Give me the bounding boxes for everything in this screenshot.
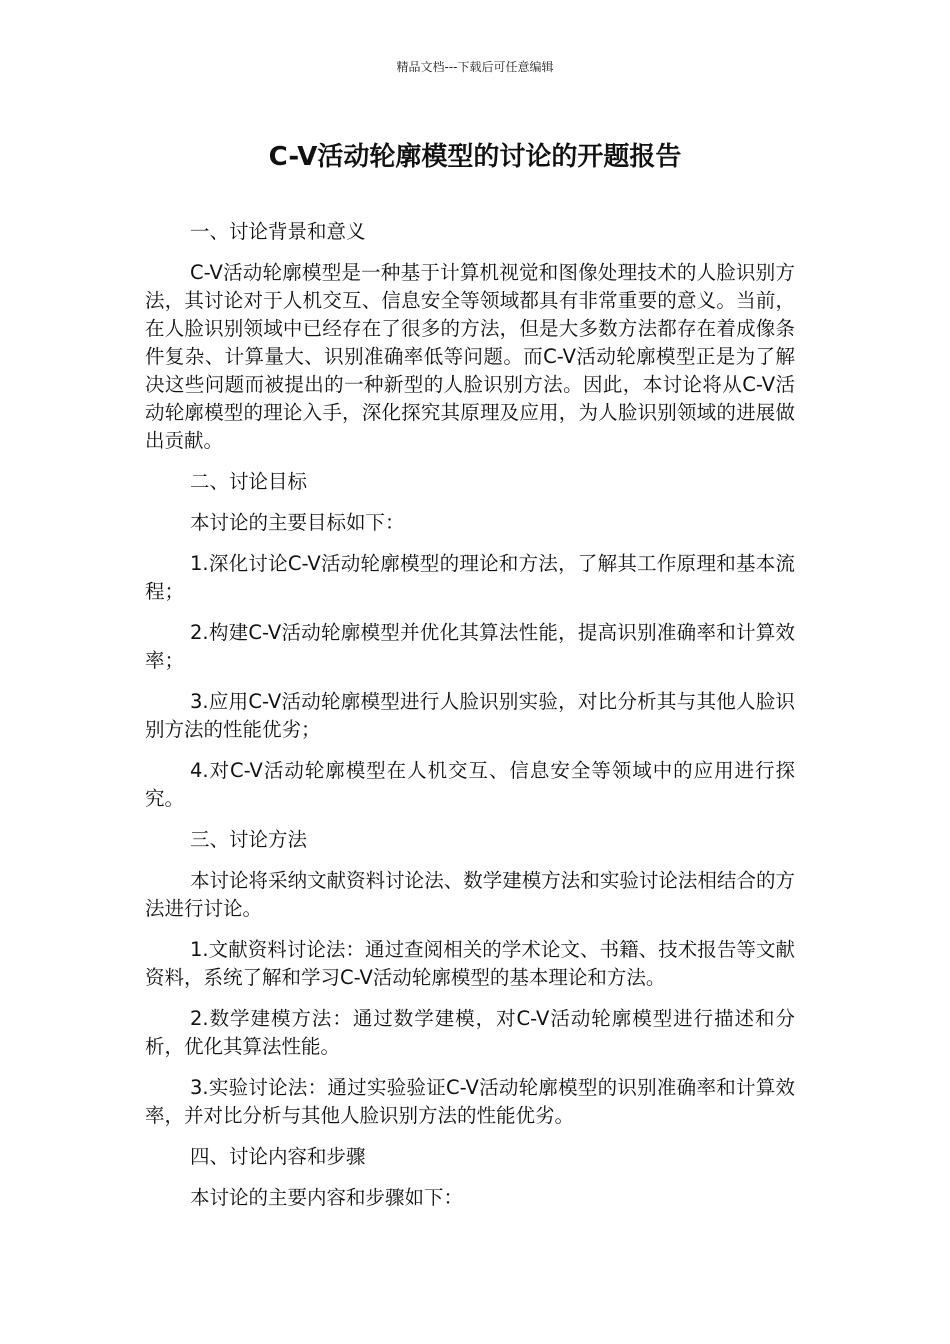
page-header: 精品文档---下载后可任意编辑 — [396, 60, 554, 74]
paragraph-goals-intro: 本讨论的主要目标如下： — [190, 511, 405, 534]
section-heading-goals: 二、讨论目标 — [190, 470, 308, 493]
method-item: 2.数学建模方法：通过数学建模，对C-V活动轮廓模型进行描述和分析，优化其算法性能。 — [145, 1007, 795, 1058]
method-item: 3.实验讨论法：通过实验验证C-V活动轮廓模型的识别准确率和计算效率，并对比分析与其他人脸识别方法的性能优劣。 — [145, 1076, 795, 1127]
section-heading-methods: 三、讨论方法 — [190, 828, 308, 851]
document-body — [145, 218, 795, 1225]
paragraph-methods-intro: 本讨论将采纳文献资料讨论法、数学建模方法和实验讨论法相结合的方法进行讨论。 — [145, 869, 795, 920]
paragraph-background: C-V活动轮廓模型是一种基于计算机视觉和图像处理技术的人脸识别方法，其讨论对于人机交互、信息安全等领域都具有非常重要的意义。当前，在人脸识别领域中已经存在了很多的方法，但是大多数方法都存在着成像条件复杂、计算量大、识别准确率低等问题。而C-V活动轮廓模型正是为了解决这些问题而被提出的一种新型的人脸识别方法。因此，本讨论将从C-V活动轮廓模型的理论入手，深化探究其原理及应用，为人脸识别领域的进展做出贡献。 — [145, 261, 795, 452]
section-heading-background: 一、讨论背景和意义 — [190, 220, 366, 243]
document-title: C-V活动轮廓模型的讨论的开题报告 — [268, 142, 682, 172]
method-item: 1.文献资料讨论法：通过查阅相关的学术论文、书籍、技术报告等文献资料，系统了解和学习C-V活动轮廓模型的基本理论和方法。 — [145, 938, 795, 989]
goal-item: 4.对C-V活动轮廓模型在人机交互、信息安全等领域中的应用进行探究。 — [145, 759, 795, 810]
section-heading-content: 四、讨论内容和步骤 — [190, 1145, 366, 1168]
goal-item: 2.构建C-V活动轮廓模型并优化其算法性能，提高识别准确率和计算效率； — [145, 621, 795, 672]
paragraph-content-intro: 本讨论的主要内容和步骤如下： — [190, 1186, 464, 1209]
goal-item: 1.深化讨论C-V活动轮廓模型的理论和方法，了解其工作原理和基本流程； — [145, 552, 795, 603]
goal-item: 3.应用C-V活动轮廓模型进行人脸识别实验，对比分析其与其他人脸识别方法的性能优劣； — [145, 690, 795, 741]
